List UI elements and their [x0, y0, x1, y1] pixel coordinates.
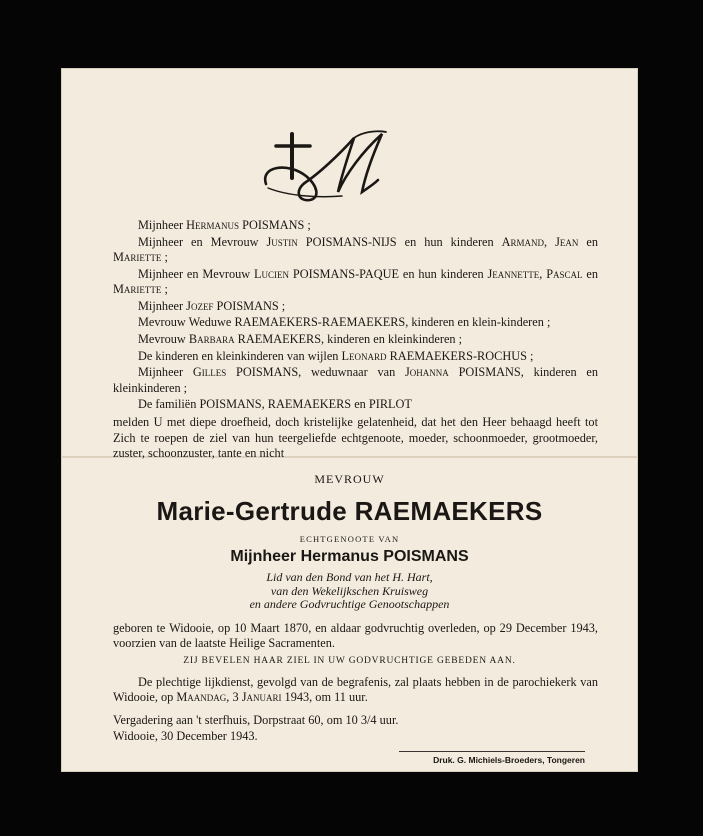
text-run: POISMANS-PAQUE en hun kinderen	[289, 266, 488, 281]
text-run: De plechtige lijkdienst, gevolgd van de begrafenis, zal plaats hebben in de parochiekerk van Widooie, op	[113, 675, 598, 704]
meeting-text: Vergadering aan 't sterfhuis, Dorpstraat 60, om 10 3/4 uur.	[113, 713, 399, 727]
text-run: POISMANS-NIJS en hun kinderen	[297, 234, 502, 249]
affiliation-line: en andere Godvruchtige Genootschappen	[249, 597, 450, 611]
deceased-name: Marie-Gertrude RAEMAEKERS	[156, 496, 543, 526]
text-run: RAEMAEKERS, kinderen en kleinkinderen ;	[234, 331, 463, 346]
family-line	[113, 349, 598, 364]
text-run: Mijnheer en Mevrouw	[138, 266, 255, 281]
text-run: Gilles	[192, 365, 227, 380]
meeting-section	[113, 713, 598, 728]
text-run: Mijnheer	[138, 298, 187, 313]
text-run: Leonard	[341, 348, 387, 363]
spouse-name: Mijnheer Hermanus POISMANS	[230, 548, 469, 565]
text-run: De familiën POISMANS, RAEMAEKERS en PIRLOT	[138, 397, 412, 412]
text-run: POISMANS, kinderen en kleinkinderen ;	[113, 365, 598, 395]
text-run: Mijnheer	[138, 218, 187, 232]
text-run: Lucien	[254, 266, 290, 281]
title-mevrouw: MEVROUW	[314, 472, 385, 486]
cross-monogram-icon	[258, 126, 398, 206]
announcement-text: melden U met diepe droefheid, doch kristelijke gelatenheid, dat het den Heer behaagd heeft tot Zich te roepen de ziel van hun teergeliefde echtgenoote, moeder, schoonmoeder, grootmoeder, zuster, schoonzuster, tante en nicht	[113, 415, 598, 460]
dateline-section	[113, 729, 598, 744]
text-run: POISMANS ;	[239, 218, 311, 232]
family-line	[113, 235, 598, 265]
text-run: Armand,	[501, 234, 548, 249]
text-run: Mevrouw	[138, 331, 189, 346]
spouse-of-label: ECHTGENOOTE VAN	[299, 534, 400, 544]
prayer-plea: ZIJ BEVELEN HAAR ZIEL IN UW GODVRUCHTIGE GEBEDEN AAN.	[183, 656, 516, 666]
text-run: POISMANS ;	[213, 298, 286, 313]
family-line	[113, 299, 598, 314]
text-run: Jeannette,	[487, 266, 543, 281]
family-line	[113, 218, 598, 233]
affiliations	[61, 571, 638, 612]
text-run: Jean	[555, 234, 579, 249]
dateline-text: Widooie, 30 December 1943.	[113, 729, 258, 743]
text-run: 3	[229, 689, 242, 704]
family-list	[113, 218, 598, 412]
text-run: De kinderen en kleinkinderen van wijlen	[138, 348, 342, 363]
text-run: Johanna	[405, 365, 449, 380]
family-line	[113, 397, 598, 412]
text-run: ;	[161, 249, 168, 264]
affiliation-line: Lid van den Bond van het H. Hart,	[266, 570, 433, 584]
text-run: en	[582, 266, 598, 281]
text-run: POISMANS, weduwnaar van	[226, 365, 405, 380]
printer-credit: Druk. G. Michiels-Broeders, Tongeren	[399, 751, 585, 765]
mourning-card	[61, 68, 638, 772]
text-run: Mevrouw Weduwe RAEMAEKERS-RAEMAEKERS, kinderen en klein-kinderen ;	[138, 315, 551, 330]
family-line	[113, 332, 598, 347]
family-line	[113, 315, 598, 330]
born-section	[113, 621, 598, 650]
text-run: Jozef	[186, 298, 214, 313]
text-run: Mijnheer en Mevrouw	[138, 234, 267, 249]
text-run: Hermanus	[186, 218, 240, 232]
text-run: ;	[161, 281, 168, 296]
text-run: Mariette	[113, 249, 162, 264]
mass-text	[113, 675, 598, 704]
family-line	[113, 365, 598, 395]
text-run	[547, 235, 555, 249]
text-run: en	[578, 234, 599, 249]
text-run: 1943, om 11 uur.	[281, 689, 368, 704]
text-run: Justin	[266, 234, 298, 249]
text-run: Mijnheer	[138, 365, 193, 380]
affiliation-line: van den Wekelijkschen Kruisweg	[270, 583, 429, 598]
text-run: Pascal	[546, 266, 583, 281]
family-announcement	[113, 218, 598, 463]
mass-section	[113, 675, 598, 704]
text-run: Januari	[241, 689, 282, 704]
text-run: RAEMAEKERS-ROCHUS ;	[386, 348, 534, 363]
text-run: Maandag,	[176, 689, 230, 704]
text-run: Barbara	[188, 331, 235, 346]
born-text: geboren te Widooie, op 10 Maart 1870, en aldaar godvruchtig overleden, op 29 December 1943, voorzien van de laatste Heilige Sacramenten.	[113, 621, 598, 650]
text-run: Mariette	[113, 281, 162, 296]
family-line	[113, 267, 598, 297]
